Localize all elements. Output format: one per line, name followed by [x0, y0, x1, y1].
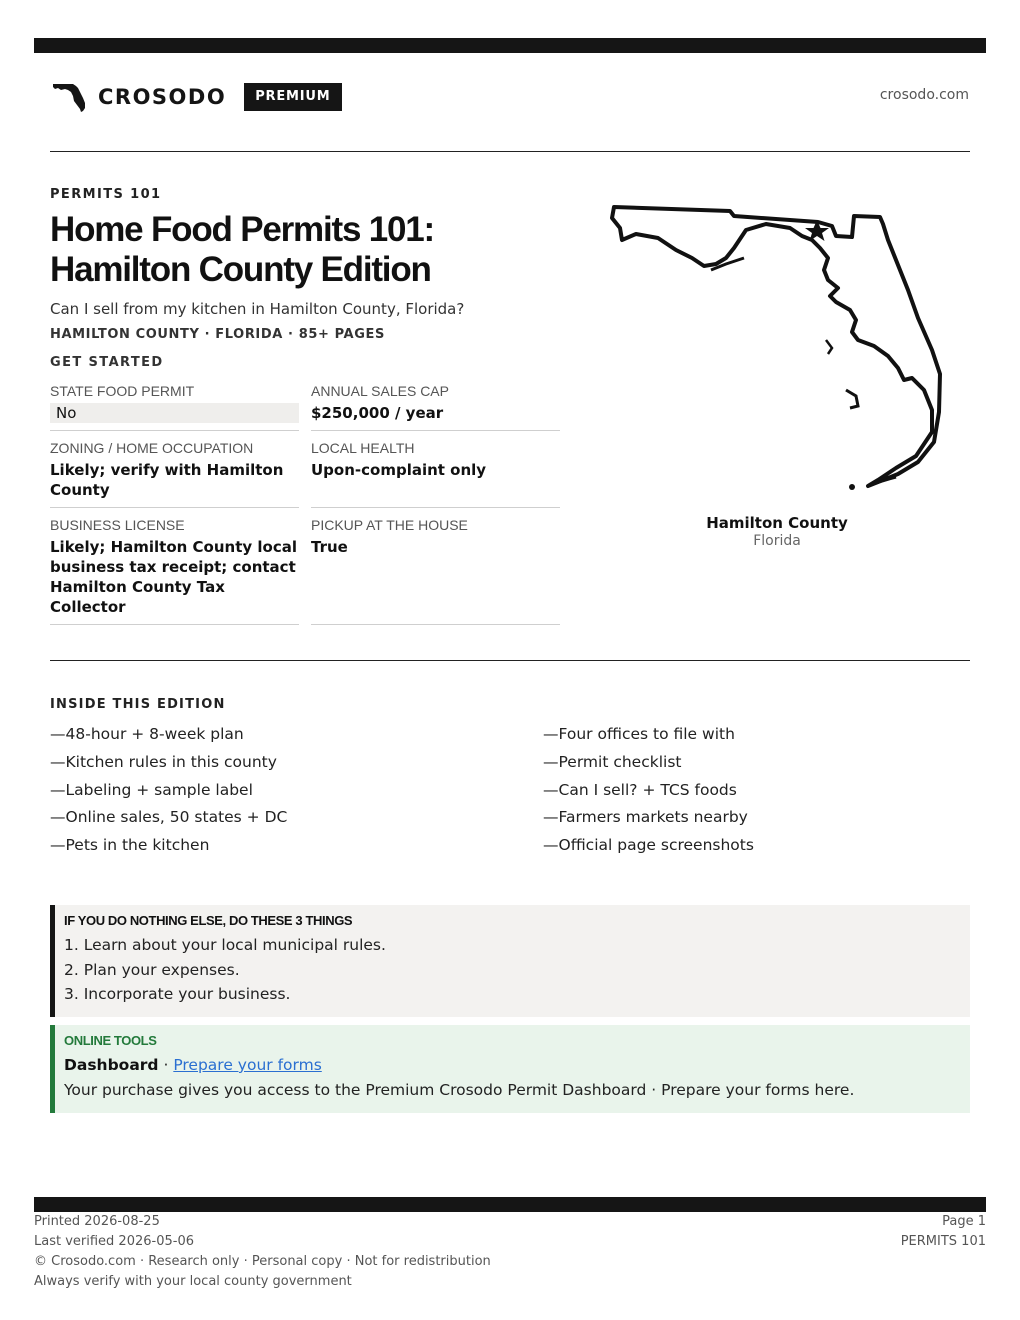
- footer-right: [901, 1212, 986, 1252]
- separator: ·: [158, 1056, 174, 1074]
- brand[interactable]: [52, 80, 342, 114]
- bottom-bar: [34, 1197, 986, 1212]
- fact-label: ANNUAL SALES CAP: [311, 383, 449, 399]
- map-state-name: Florida: [753, 533, 801, 549]
- fact-zoning: [50, 439, 299, 508]
- map-county-name: Hamilton County: [706, 514, 848, 532]
- disclaimer: Always verify with your local county government: [34, 1274, 352, 1289]
- copyright: © Crosodo.com · Research only · Personal copy · Not for redistribution: [34, 1254, 491, 1269]
- list-item: —Online sales, 50 states + DC: [50, 808, 288, 827]
- inside-list-left: [50, 722, 287, 861]
- brand-name: CROSODO: [98, 85, 227, 109]
- list-item: —Pets in the kitchen: [50, 836, 210, 855]
- list-item: —Four offices to file with: [543, 725, 735, 743]
- callout-list: [64, 933, 961, 1007]
- florida-outline-map: [606, 200, 948, 500]
- map-caption: [677, 514, 877, 549]
- tools-links: [64, 1053, 961, 1078]
- fact-state-food-permit: [50, 382, 299, 431]
- fact-value: No: [50, 403, 299, 423]
- site-url[interactable]: crosodo.com: [879, 87, 969, 103]
- list-item: —48-hour + 8-week plan: [50, 725, 244, 743]
- footer-section: PERMITS 101: [900, 1234, 986, 1249]
- three-things-callout: [50, 905, 970, 1017]
- fact-pickup: [311, 516, 560, 625]
- fact-value: Likely; Hamilton County local business tax receipt; contact Hamilton County Tax Collector: [50, 538, 297, 616]
- florida-silhouette-icon: [52, 81, 88, 113]
- section-divider: [50, 660, 970, 661]
- fact-value: True: [311, 538, 348, 556]
- subtitle: Can I sell from my kitchen in Hamilton County, Florida?: [50, 300, 465, 318]
- list-item: 1. Learn about your local municipal rules.: [64, 936, 386, 954]
- fact-label: PICKUP AT THE HOUSE: [311, 517, 468, 533]
- facts-grid: [50, 382, 560, 633]
- footer-left: [34, 1212, 491, 1292]
- fact-local-health: [311, 439, 560, 508]
- title-line-2: Hamilton County Edition: [50, 250, 431, 289]
- inside-list-right: [543, 722, 754, 861]
- fact-annual-sales-cap: [311, 382, 560, 431]
- callout-title: IF YOU DO NOTHING ELSE, DO THESE 3 THINGS: [64, 913, 353, 928]
- inside-heading: INSIDE THIS EDITION: [50, 697, 226, 712]
- header-divider: [50, 151, 970, 152]
- online-tools-panel: [50, 1025, 970, 1113]
- title-line-1: Home Food Permits 101:: [50, 210, 434, 249]
- list-item: —Official page screenshots: [543, 836, 754, 855]
- fact-label: LOCAL HEALTH: [311, 440, 415, 456]
- list-item: —Kitchen rules in this county: [50, 752, 277, 771]
- list-item: —Farmers markets nearby: [543, 808, 748, 827]
- get-started-heading: GET STARTED: [50, 355, 164, 370]
- list-item: —Permit checklist: [543, 752, 682, 771]
- fact-label: STATE FOOD PERMIT: [50, 383, 195, 399]
- list-item: —Labeling + sample label: [50, 780, 253, 799]
- page-number: Page 1: [942, 1214, 986, 1229]
- tools-description: Your purchase gives you access to the Premium Crosodo Permit Dashboard · Prepare your forms here.: [64, 1081, 855, 1099]
- fact-label: ZONING / HOME OCCUPATION: [50, 440, 254, 456]
- list-item: 3. Incorporate your business.: [64, 985, 291, 1003]
- fact-business-license: [50, 516, 299, 625]
- printed-date: Printed 2026-08-25: [34, 1214, 160, 1229]
- fact-value: $250,000 / year: [311, 404, 444, 422]
- fact-label: BUSINESS LICENSE: [50, 517, 185, 533]
- premium-badge: PREMIUM: [244, 83, 341, 111]
- top-bar: [34, 38, 986, 53]
- fact-value: Likely; verify with Hamilton County: [50, 461, 284, 499]
- eyebrow: PERMITS 101: [50, 187, 162, 202]
- page-title: [50, 210, 590, 290]
- list-item: —Can I sell? + TCS foods: [543, 780, 737, 799]
- dashboard-label: Dashboard: [64, 1056, 159, 1074]
- verified-date: Last verified 2026-05-06: [34, 1234, 194, 1249]
- prepare-forms-link[interactable]: Prepare your forms: [173, 1056, 322, 1074]
- list-item: 2. Plan your expenses.: [64, 960, 240, 979]
- fact-value: Upon-complaint only: [311, 461, 487, 479]
- tools-title: ONLINE TOOLS: [64, 1033, 157, 1048]
- meta-line: HAMILTON COUNTY · FLORIDA · 85+ PAGES: [50, 327, 385, 342]
